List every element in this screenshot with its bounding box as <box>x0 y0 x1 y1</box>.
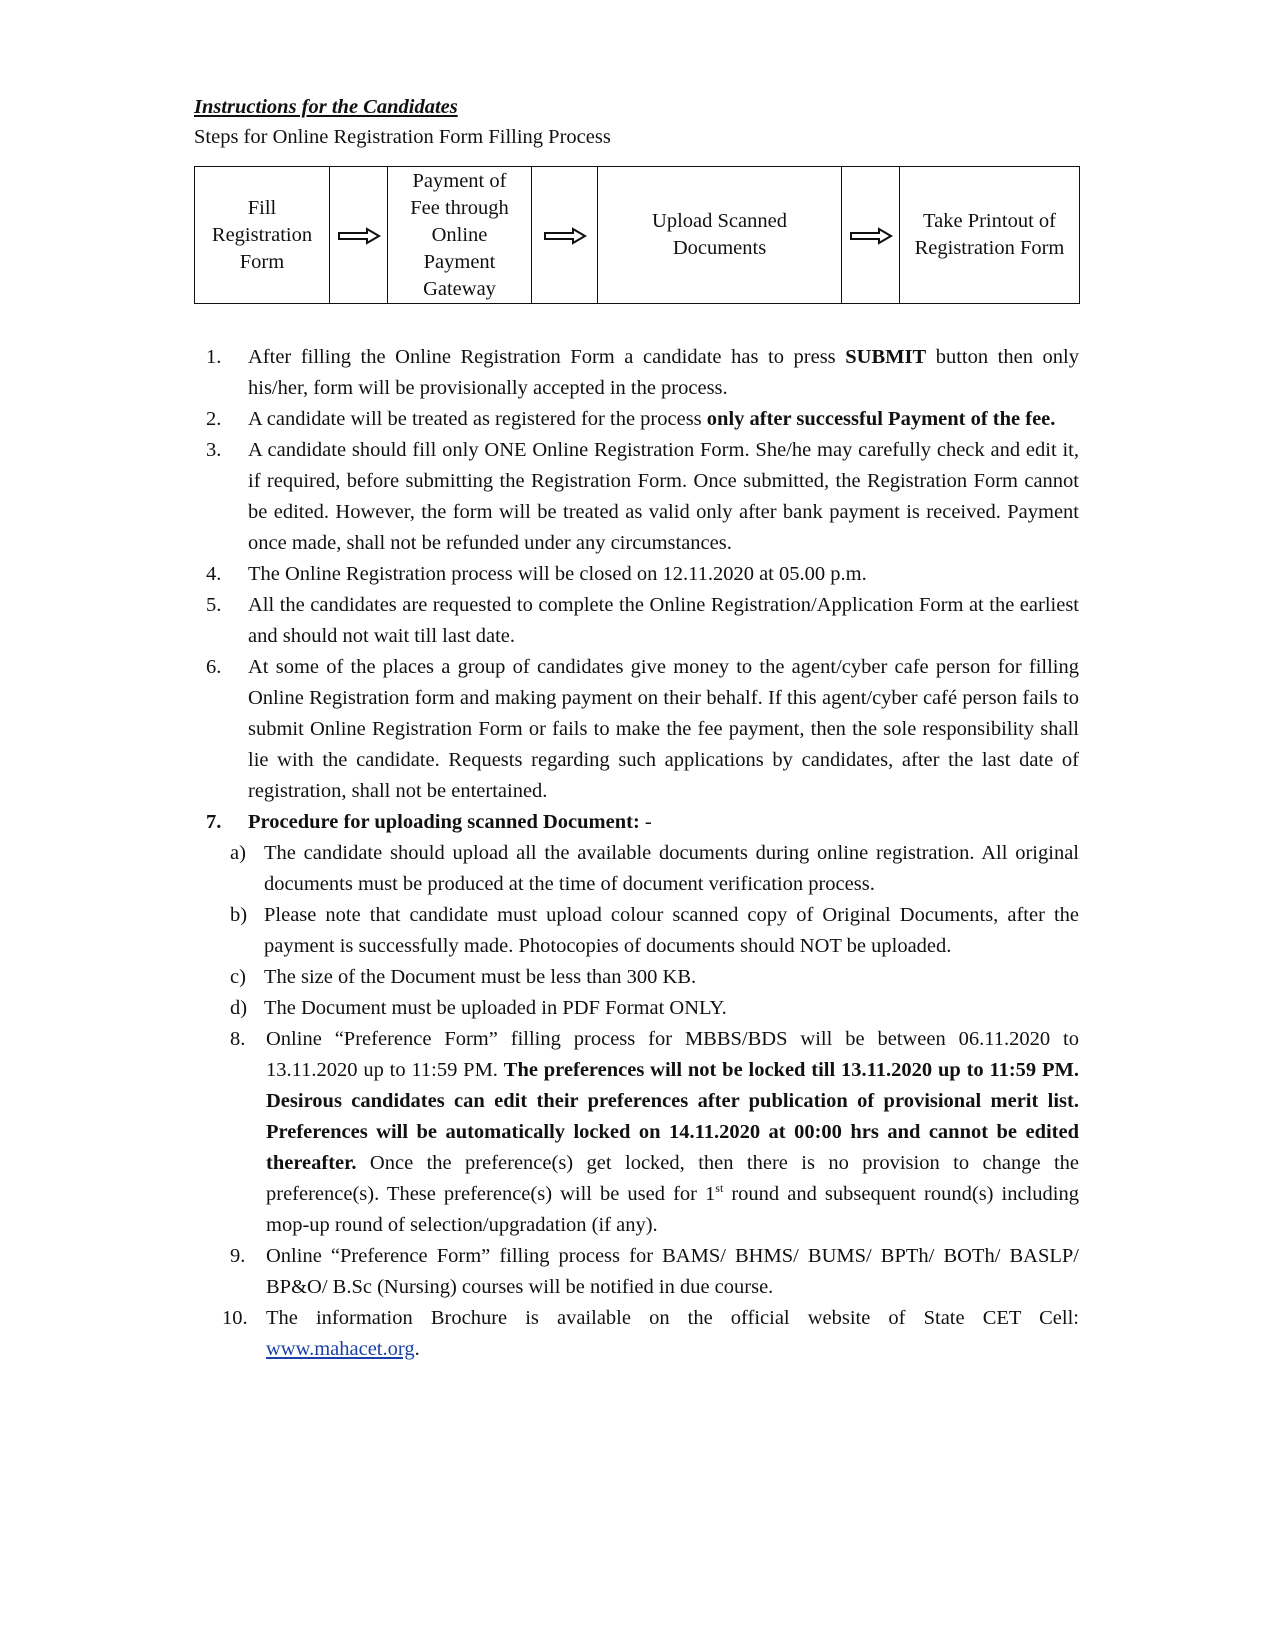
item-number: 7. <box>206 811 222 833</box>
superscript-text: st <box>715 1181 724 1196</box>
item-number: 4. <box>206 563 222 585</box>
step-fill-form: Fill Registration Form <box>195 167 330 304</box>
item-text: . <box>414 1338 420 1360</box>
item-text: After filling the Online Registration Form a candidate has to press <box>248 346 846 368</box>
sub-item-text: The Document must be uploaded in PDF Format ONLY. <box>264 997 727 1019</box>
item-text: - <box>644 811 652 833</box>
website-link[interactable]: www.mahacet.org <box>266 1338 415 1360</box>
item-number: 5. <box>206 594 222 616</box>
sub-item-label: d) <box>230 997 248 1019</box>
item-bold-text: SUBMIT <box>845 346 927 368</box>
list-item <box>194 342 1079 404</box>
item-number: 10. <box>222 1307 248 1329</box>
item-number: 8. <box>230 1028 246 1050</box>
item-text: round and subsequent round(s) including mop-up round of selection/upgradation (if any). <box>266 1183 1079 1236</box>
item-number: 2. <box>206 408 222 430</box>
step-upload-documents: Upload Scanned Documents <box>598 167 842 304</box>
sub-item-label: c) <box>230 966 246 988</box>
sub-item-label: b) <box>230 904 248 926</box>
sub-list-item <box>194 900 1079 962</box>
item-text: The information Brochure is available on the official website of State CET Cell: <box>266 1307 1079 1329</box>
page-title: Instructions for the Candidates <box>194 96 458 118</box>
item-number: 3. <box>206 439 222 461</box>
item-bold-text: The preferences will not be locked till 13.11.2020 up to 11:59 PM. Desirous candidates can edit their preferences after publication of provisional merit list. Preferences will be automatically locked on 14.11.2020 at 00:00 hrs and cannot be edited thereafter. <box>266 1059 1080 1174</box>
process-steps-table <box>194 166 1080 304</box>
step-take-printout: Take Printout of Registration Form <box>900 167 1080 304</box>
item-text: At some of the places a group of candidates give money to the agent/cyber cafe person for filling Online Registration form and making payment on their behalf. If this agent/cyber café person fails to submit Online Registration Form or fails to make the fee payment, then the sole responsibility shall lie with the candidate. Requests regarding such applications by candidates, after the last date of registration, shall not be entertained. <box>248 656 1079 802</box>
item-bold-text: only after successful Payment of the fee. <box>706 408 1056 430</box>
item-text: Online “Preference Form” filling process for BAMS/ BHMS/ BUMS/ BPTh/ BOTh/ BASLP/ BP&O/ B.Sc (Nursing) courses will be notified in due course. <box>266 1245 1079 1298</box>
item-number: 6. <box>206 656 222 678</box>
list-item <box>194 559 1079 590</box>
item-text: Once the preference(s) get locked, then there is no provision to change the preference(s). These preference(s) will be used for 1 <box>266 1152 1079 1205</box>
item-bold-text: Procedure for uploading scanned Document: <box>248 811 645 833</box>
list-item <box>194 1303 1079 1365</box>
list-item <box>194 404 1079 435</box>
list-item <box>194 1241 1079 1303</box>
instructions-list <box>194 342 1079 1365</box>
item-number: 9. <box>230 1245 246 1267</box>
item-text: button then only his/her, form will be provisionally accepted in the process. <box>248 346 1079 399</box>
sub-item-text: Please note that candidate must upload colour scanned copy of Original Documents, after the payment is successfully made. Photocopies of documents should NOT be uploaded. <box>264 904 1079 957</box>
list-item <box>194 435 1079 559</box>
item-number: 1. <box>206 346 222 368</box>
sub-item-label: a) <box>230 842 246 864</box>
list-item <box>194 590 1079 652</box>
sub-list <box>194 838 1079 1024</box>
list-item <box>194 652 1079 807</box>
arrow-right-icon <box>842 167 900 304</box>
arrow-right-icon <box>532 167 598 304</box>
item-text: The Online Registration process will be closed on 12.11.2020 at 05.00 p.m. <box>248 563 867 585</box>
item-text: A candidate will be treated as registered for the process <box>248 408 707 430</box>
sub-list-item <box>194 962 1079 993</box>
step-payment: Payment of Fee through Online Payment Gateway <box>388 167 532 304</box>
list-item <box>194 807 1079 1024</box>
item-text: Online “Preference Form” filling process for MBBS/BDS will be between 06.11.2020 to 13.11.2020 up to 11:59 PM. <box>266 1028 1079 1081</box>
item-text: All the candidates are requested to complete the Online Registration/Application Form at the earliest and should not wait till last date. <box>248 594 1079 647</box>
list-item <box>194 1024 1079 1241</box>
page-subtitle: Steps for Online Registration Form Filling Process <box>194 126 611 148</box>
item-text: A candidate should fill only ONE Online Registration Form. She/he may carefully check and edit it, if required, before submitting the Registration Form. Once submitted, the Registration Form cannot be edited. However, the form will be treated as valid only after bank payment is received. Payment once made, shall not be refunded under any circumstances. <box>248 439 1079 554</box>
sub-list-item <box>194 838 1079 900</box>
sub-item-text: The size of the Document must be less than 300 KB. <box>264 966 697 988</box>
sub-item-text: The candidate should upload all the available documents during online registration. All original documents must be produced at the time of document verification process. <box>264 842 1079 895</box>
arrow-right-icon <box>330 167 388 304</box>
sub-list-item <box>194 993 1079 1024</box>
